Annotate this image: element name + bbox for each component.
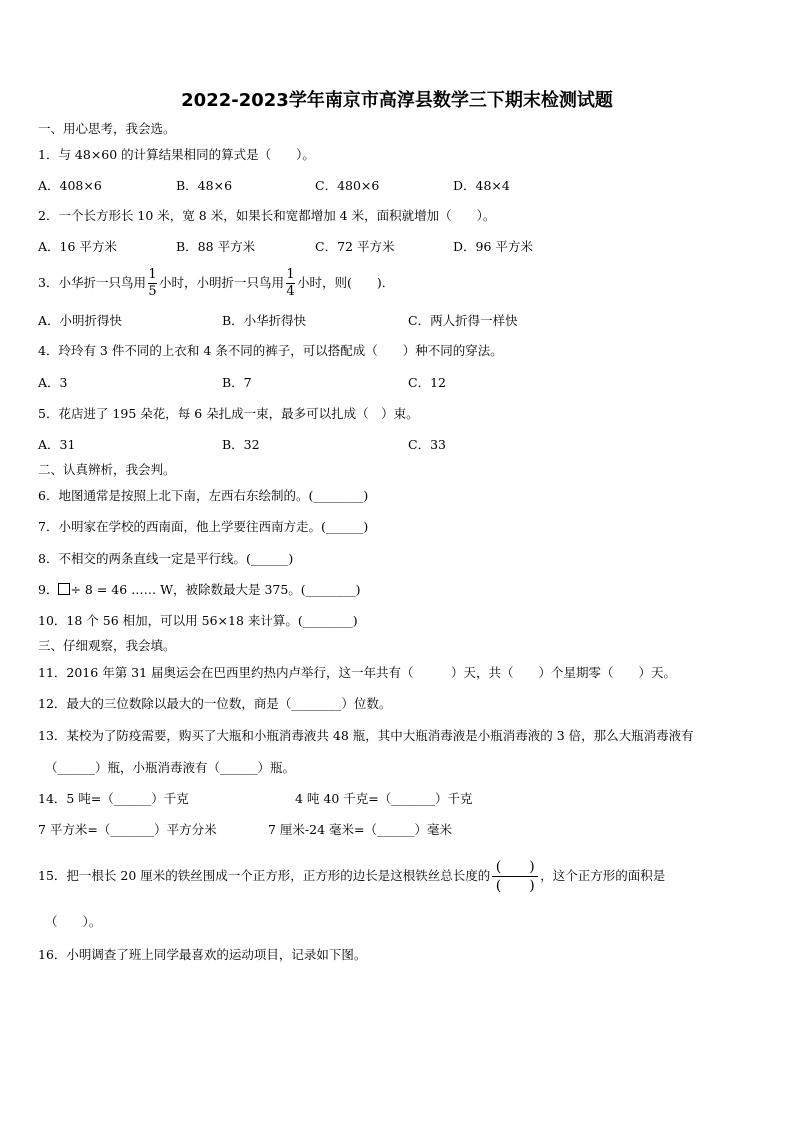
question-15-line-2: （ ）。 [45, 914, 102, 929]
q15-fraction-denominator: ( ) [495, 878, 535, 894]
question-4: 4．玲玲有 3 件不同的上衣和 4 条不同的裤子，可以搭配成（ ）种不同的穿法。 [38, 343, 503, 358]
question-15 [38, 852, 665, 900]
q3-fraction-2-denominator: 4 [286, 284, 295, 299]
q5-option-b: B．32 [222, 437, 260, 452]
q2-option-b: B．88 平方米 [176, 239, 256, 254]
q9-text-post: ÷ 8 = 46 …… W，被除数最大是 375。(________) [70, 582, 361, 597]
q15-text-post: ，这个正方形的面积是 [540, 868, 666, 883]
q4-option-c: C．12 [408, 375, 446, 390]
q3-option-a: A．小明折得快 [38, 313, 123, 328]
q15-text-pre: 15．把一根长 20 厘米的铁丝围成一个正方形，正方形的边长是这根铁丝总长度的 [38, 868, 491, 883]
q1-option-b: B．48×6 [176, 178, 233, 193]
q3-text-mid: 小时，小明折一只鸟用 [158, 275, 284, 290]
q3-option-b: B．小华折得快 [222, 313, 307, 328]
section-heading-1: 一、用心思考，我会选。 [38, 121, 176, 136]
page-title: 2022-2023学年南京市高淳县数学三下期末检测试题 [181, 90, 613, 111]
q15-fraction-blank [492, 859, 538, 894]
question-10: 10．18 个 56 相加，可以用 56×18 来计算。(________) [38, 613, 358, 628]
question-7: 7．小明家在学校的西南面，他上学要往西南方走。(______) [38, 519, 369, 534]
q1-option-a: A．408×6 [38, 178, 102, 193]
q1-option-c: C．480×6 [315, 178, 380, 193]
question-2: 2．一个长方形长 10 米，宽 8 米，如果长和宽都增加 4 米，面积就增加（ ）。 [38, 208, 496, 223]
question-1: 1．与 48×60 的计算结果相同的算式是（ ）。 [38, 147, 315, 162]
question-3 [38, 266, 394, 300]
section-heading-2: 二、认真辨析，我会判。 [38, 462, 176, 477]
question-14-part-c: 7 平方米=（_______）平方分米 [38, 822, 217, 837]
q1-option-d: D．48×4 [453, 178, 510, 193]
q2-option-a: A．16 平方米 [38, 239, 117, 254]
question-12: 12．最大的三位数除以最大的一位数，商是（________）位数。 [38, 696, 392, 711]
question-11: 11．2016 年第 31 届奥运会在巴西里约热内卢举行，这一年共有（ ）天，共（ ）个星期零（ ）天。 [38, 665, 677, 680]
q15-fraction-numerator: ( ) [495, 859, 535, 875]
q3-fraction-2 [286, 268, 295, 299]
q2-option-d: D．96 平方米 [453, 239, 533, 254]
q9-text-pre: 9． [38, 582, 59, 597]
question-14-part-a: 14．5 吨=（______）千克 [38, 791, 189, 806]
question-14-part-b: 4 吨 40 千克=（_______）千克 [295, 791, 473, 806]
q2-option-c: C．72 平方米 [315, 239, 395, 254]
q3-text-post: 小时，则( )． [296, 275, 395, 290]
question-14-part-d: 7 厘米-24 毫米=（______）毫米 [268, 822, 453, 837]
q3-option-c: C．两人折得一样快 [408, 313, 518, 328]
q3-text-pre: 3．小华折一只鸟用 [38, 275, 146, 290]
question-16: 16．小明调查了班上同学最喜欢的运动项目，记录如下图。 [38, 947, 367, 962]
q3-fraction-2-numerator: 1 [286, 267, 295, 282]
q3-fraction-1-numerator: 1 [148, 267, 157, 282]
q5-option-c: C．33 [408, 437, 446, 452]
question-9 [38, 582, 361, 598]
section-heading-3: 三、仔细观察，我会填。 [38, 638, 176, 653]
q5-option-a: A．31 [38, 437, 76, 452]
q4-option-b: B．7 [222, 375, 252, 390]
q4-option-a: A．3 [38, 375, 68, 390]
question-13-line-2: （______）瓶，小瓶消毒液有（______）瓶。 [45, 760, 296, 775]
question-5: 5．花店进了 195 朵花，每 6 朵扎成一束，最多可以扎成（ ）束。 [38, 406, 419, 421]
blank-box-icon [58, 583, 70, 595]
q3-fraction-1 [148, 268, 157, 299]
q3-fraction-1-denominator: 5 [148, 284, 157, 299]
question-13-line-1: 13．某校为了防疫需要，购买了大瓶和小瓶消毒液共 48 瓶，其中大瓶消毒液是小瓶消毒液的 3 倍，那么大瓶消毒液有 [38, 728, 694, 743]
question-6: 6．地图通常是按照上北下南，左西右东绘制的。(________) [38, 488, 369, 503]
question-8: 8．不相交的两条直线一定是平行线。(______) [38, 551, 294, 566]
